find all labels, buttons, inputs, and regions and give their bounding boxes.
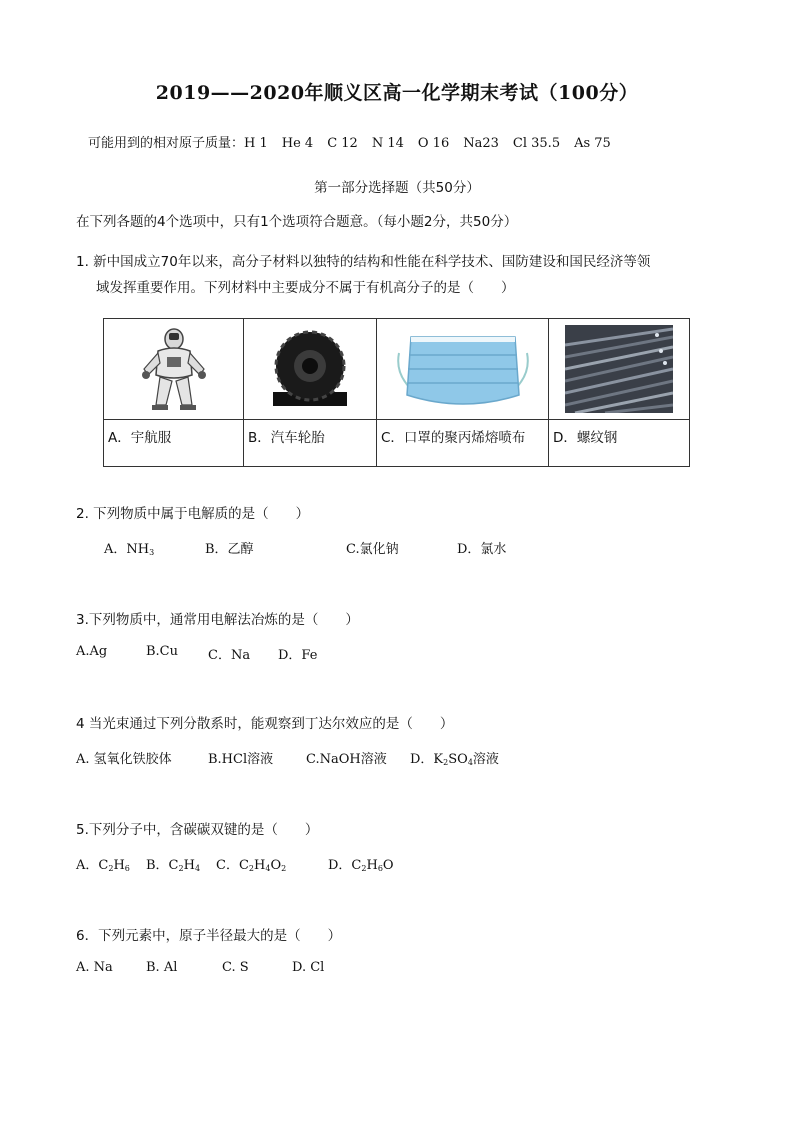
q5-stem: 5.下列分子中，含碳碳双键的是（ ） (76, 822, 319, 838)
part-heading: 第一部分选择题（共50分） (314, 180, 480, 196)
q1-option-c: C．口罩的聚丙烯熔喷布 (377, 420, 549, 467)
atomic-masses-label: 可能用到的相对原子质量： (88, 136, 245, 151)
q4-d-sub1: 2 (443, 758, 449, 767)
q4-stem: 4 当光束通过下列分散系时，能观察到丁达尔效应的是（ ） (76, 716, 454, 732)
q4-d-sub2: 4 (467, 758, 473, 767)
q5-option-c: C．$C_2H_4O_2$ (216, 858, 287, 873)
q1-image-cell-b (244, 319, 377, 420)
q2-option-b: B．乙醇 (205, 542, 254, 557)
mass-na: Na23 (463, 136, 499, 151)
q4-d-post: 溶液 (472, 752, 499, 767)
q4-option-b: B.HCl溶液 (208, 752, 274, 767)
q3-option-a: A.Ag (76, 644, 108, 659)
mass-he: He 4 (281, 136, 314, 151)
q1-image-cell-c (377, 319, 549, 420)
q5-option-b: B．$C_2H_4$ (146, 858, 201, 873)
tire-image (267, 326, 353, 412)
q1-option-d: D．螺纹钢 (549, 420, 690, 467)
q6-option-b: B. Al (146, 960, 178, 975)
q6-option-a: A. Na (76, 960, 113, 975)
q3-option-b: B.Cu (146, 644, 179, 659)
q4-d-mid: SO (448, 752, 468, 767)
q2-option-a (104, 538, 154, 557)
q4-option-d (410, 748, 499, 767)
rebar-image (565, 325, 673, 413)
q1-image-cell-d (549, 319, 690, 420)
q6-stem: 6．下列元素中，原子半径最大的是（ ） (76, 928, 342, 944)
q5-option-a: A．$C_2H_6$ (76, 858, 130, 873)
q1-stem-line1: 1. 新中国成立70年以来，高分子材料以独特的结构和性能在科学技术、国防建设和国民经济等领 (76, 254, 651, 270)
q6-option-d: D. Cl (292, 960, 325, 975)
exam-title: 2019——2020年顺义区高一化学期末考试（100分） (155, 82, 639, 104)
q4-option-a: A. 氢氧化铁胶体 (76, 752, 172, 767)
mass-o: O 16 (417, 136, 450, 151)
q1-options-table (103, 318, 690, 467)
q4-option-c: C.NaOH溶液 (306, 752, 387, 767)
q1-image-cell-a (104, 319, 244, 420)
q5-option-d: D．$C_2H_6O$ (328, 858, 394, 873)
q2-option-d: D．氯水 (457, 542, 507, 557)
q3-stem: 3.下列物质中，通常用电解法冶炼的是（ ） (76, 612, 359, 628)
mass-as: As 75 (574, 136, 611, 151)
spacesuit-image (136, 325, 212, 413)
q1-stem-line2: 域发挥重要作用。下列材料中主要成分不属于有机高分子的是（ ） (96, 280, 515, 296)
q3-option-d: D．Fe (278, 648, 318, 663)
q3-option-c: C．Na (208, 648, 251, 663)
face-mask-image (393, 323, 533, 415)
q1-option-a: A．宇航服 (104, 420, 244, 467)
q2-stem: 2. 下列物质中属于电解质的是（ ） (76, 506, 310, 522)
mass-cl: Cl 35.5 (512, 136, 561, 151)
atomic-masses (88, 132, 611, 151)
mass-h: H 1 (244, 136, 268, 151)
mass-n: N 14 (371, 136, 404, 151)
mass-c: C 12 (327, 136, 358, 151)
q2-option-c: C.氯化钠 (346, 542, 399, 557)
q2-option-a-text: A．NH (104, 542, 150, 557)
instruction: 在下列各题的4个选项中，只有1个选项符合题意。（每小题2分，共50分） (76, 214, 518, 230)
q4-d-pre: D．K (410, 752, 444, 767)
q2-option-a-sub: 3 (149, 548, 155, 557)
q6-option-c: C. S (222, 960, 249, 975)
q1-option-b: B．汽车轮胎 (244, 420, 377, 467)
